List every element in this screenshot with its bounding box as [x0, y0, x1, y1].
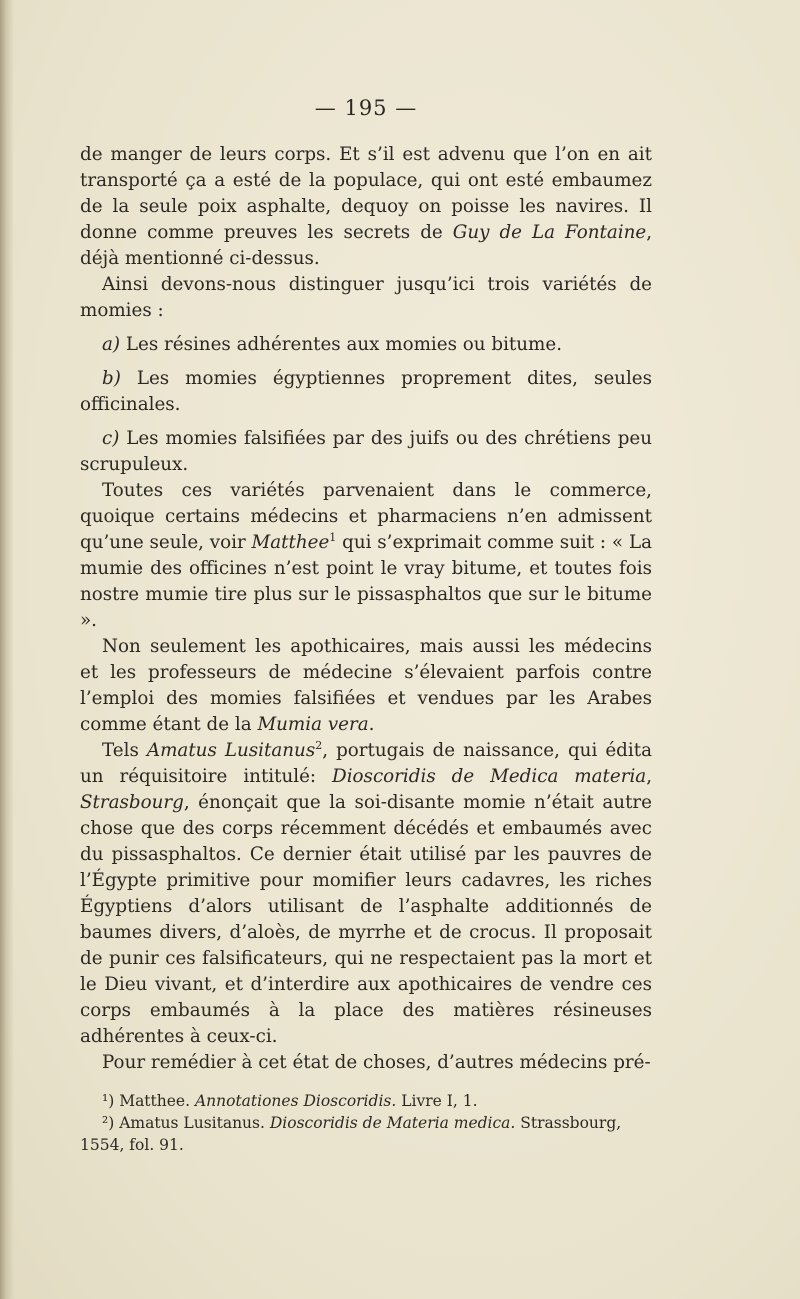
page-number: — 195 —	[314, 96, 418, 120]
footnote-1: ¹) Matthee. Annotationes Dioscoridis. Livre I, 1.	[102, 1092, 478, 1110]
paragraph-6: Pour remédier à cet état de choses, d’autres médecins pré-	[102, 1052, 651, 1073]
footnotes	[80, 1090, 652, 1156]
book-spine-shadow	[0, 0, 14, 1299]
book-page	[80, 96, 652, 1156]
paragraph-1: de manger de leurs corps. Et s’il est advenu que l’on en ait transporté ça a esté de la populace, qui ont esté embaumez de la seule poix asphalte, dequoy on poisse les navires. Il donne comme preuves les secrets de Guy de La Fontaine, déjà mentionné ci-dessus.	[80, 144, 652, 269]
paragraph-5: Tels Amatus Lusitanus$^2$, portugais de naissance, qui édita un réquisitoire intitulé: Dioscoridis de Medica materia, Strasbourg, énonçait que la soi-disante momie n’était autre chose que des corps récemment décédés et embaumés avec du pissasphaltos. Ce dernier était utilisé par les pauvres de l’Égypte primitive pour momifier leurs cadavres, les riches Égyptiens d’alors utilisant de l’asphalte additionnés de baumes divers, d’aloès, de myrrhe et de crocus. Il proposait de punir ces falsificateurs, qui ne respectaient pas la mort et le Dieu vivant, et d’interdire aux apothicaires de vendre ces corps embaumés à la place des matières résineuses adhérentes à ceux-ci.	[80, 738, 653, 1047]
footnote-2: ²) Amatus Lusitanus. Dioscoridis de Materia medica. Strassbourg, 1554, fol. 91.	[80, 1114, 622, 1154]
body-text	[80, 142, 652, 1076]
list-item-a: a) Les résines adhérentes aux momies ou bitume.	[102, 334, 563, 355]
list-item-b: b) Les momies égyptiennes proprement dites, seules officinales.	[80, 368, 652, 415]
paragraph-2: Ainsi devons-nous distinguer jusqu’ici trois variétés de momies :	[80, 274, 652, 321]
list-item-c: c) Les momies falsifiées par des juifs ou des chrétiens peu scrupuleux.	[80, 428, 652, 475]
paragraph-4: Non seulement les apothicaires, mais aussi les médecins et les professeurs de médecine s’élevaient parfois contre l’emploi des momies falsifiées et vendues par les Arabes comme étant de la Mumia vera.	[80, 636, 652, 735]
paragraph-3: Toutes ces variétés parvenaient dans le commerce, quoique certains médecins et pharmaciens n’en admissent qu’une seule, voir Matthee$^1$ qui s’exprimait comme suit : « La mumie des officines n’est point le vray bitume, et toutes fois nostre mumie tire plus sur le pissasphaltos que sur le bitume ».	[80, 480, 652, 631]
